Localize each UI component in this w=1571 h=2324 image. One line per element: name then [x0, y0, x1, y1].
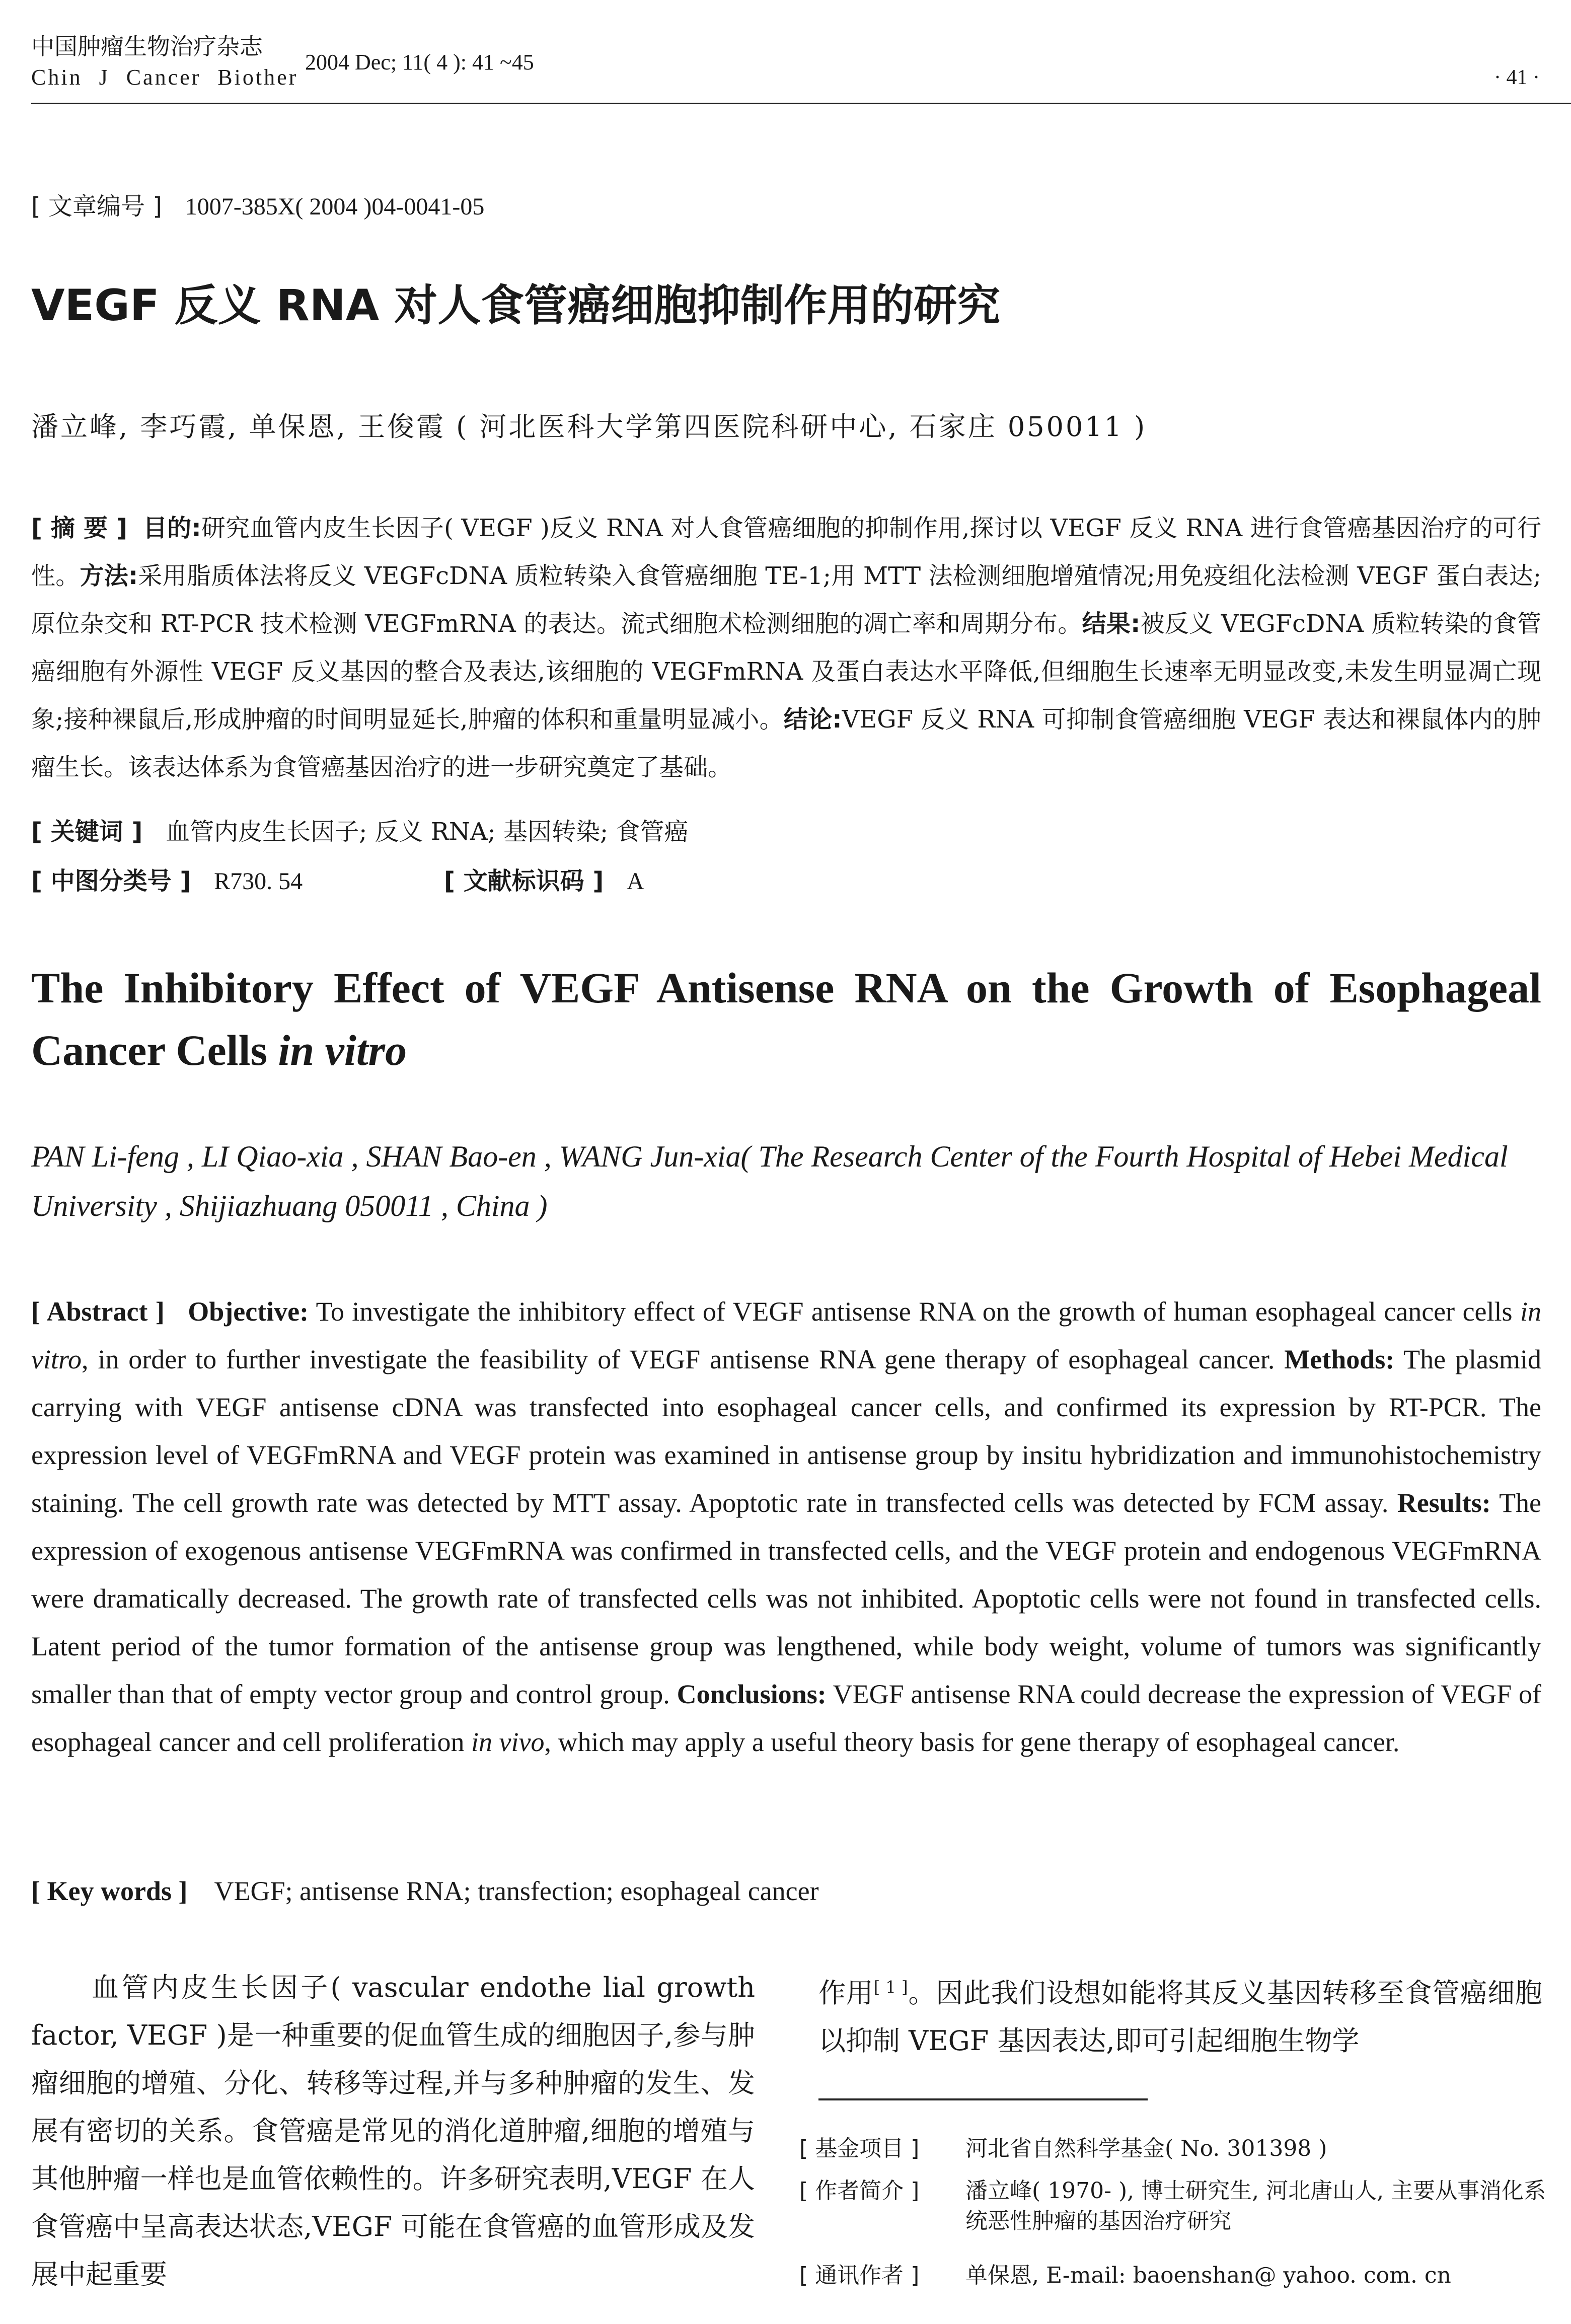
abstract-en-objective-b: , in order to further investigate the feasibility of VEGF antisense RNA gene therapy of esophageal cancer. — [81, 1344, 1275, 1374]
abstract-cn-objective-label: 目的: — [143, 514, 201, 542]
abstract-en-conclusions-italic: in vivo — [471, 1727, 545, 1757]
abstract-cn — [31, 504, 1541, 791]
footnote-author — [799, 2176, 1554, 2236]
keywords-en — [31, 1873, 819, 1909]
abstract-en-methods: The plasmid carrying with VEGF antisense cDNA was transfected into esophageal cancer cells, and confirmed its expression by RT-PCR. The expression level of VEGFmRNA and VEGF protein was examined in antisense group by insitu hybridization and immunohistochemistry staining. The cell growth rate was detected by MTT assay. Apoptotic rate in transfected cells was detected by FCM assay. — [31, 1344, 1541, 1518]
keywords-cn-label: [ 关键词 ] — [31, 818, 143, 846]
abstract-en-results: The expression of exogenous antisense VEGFmRNA was confirmed in transfected cells, and the VEGF protein and endogenous VEGFmRNA were dramatically decreased. The growth rate of transfected cells was not inhibited. Apoptotic cells were not found in transfected cells. Latent period of the tumor formation of the antisense group was lengthened, while body weight, volume of tumors was significantly smaller than that of empty vector group and control group. — [31, 1488, 1542, 1709]
abstract-en-label: [ Abstract ] — [31, 1296, 165, 1327]
clc-value: R730. 54 — [214, 868, 303, 895]
abstract-cn-results-label: 结果: — [1082, 610, 1141, 638]
abstract-en-methods-label: Methods: — [1284, 1344, 1395, 1374]
footnote-fund-text: 河北省自然科学基金( No. 301398 ) — [965, 2136, 1327, 2161]
abstract-cn-methods: 采用脂质体法将反义 VEGFcDNA 质粒转染入食管癌细胞 TE-1;用 MTT 法检测细胞增殖情况;用免疫组化法检测 VEGF 蛋白表达;原位杂交和 RT-PCR 技术检测 VEGFmRNA 的表达。流式细胞术检测细胞的凋亡率和周期分布。 — [31, 562, 1541, 638]
abstract-cn-objective: 研究血管内皮生长因子( VEGF )反义 RNA 对人食管癌细胞的抑制作用,探讨以 VEGF 反义 RNA 进行食管癌基因治疗的可行性。 — [31, 514, 1542, 590]
body-column-left: 血管内皮生长因子( vascular endothe lial growth factor, VEGF )是一种重要的促血管生成的细胞因子,参与肿瘤细胞的增殖、分化、转移等过程,并与多种肿瘤的发生、发展有密切的关系。食管癌是常见的消化道肿瘤,细胞的增殖与其他肿瘤一样也是血管依赖性的。许多研究表明,VEGF 在人食管癌中呈高表达状态,VEGF 可能在食管癌的血管形成及发展中起重要 — [31, 1972, 755, 2290]
title-en-main: The Inhibitory Effect of VEGF Antisense RNA on the Growth of Esophageal Cancer Cells — [31, 964, 1541, 1074]
page-number: · 41 · — [1494, 66, 1540, 89]
footnote-author-label: [ 作者简介 ] — [799, 2178, 920, 2204]
abstract-en — [31, 1288, 1541, 1766]
footnote-fund-label: [ 基金项目 ] — [799, 2136, 920, 2161]
keywords-en-value: VEGF; antisense RNA; transfection; esophageal cancer — [214, 1876, 819, 1906]
journal-issue: 2004 Dec; 11( 4 ): 41 ~45 — [305, 50, 534, 75]
clc-label: [ 中图分类号 ] — [31, 867, 191, 895]
abstract-en-conclusions-b: , which may apply a useful theory basis for gene therapy of esophageal cancer. — [544, 1727, 1400, 1757]
abstract-cn-conclusion-label: 结论: — [783, 705, 842, 734]
citation-ref: [ 1 ] — [873, 1978, 908, 1997]
abstract-en-objective-a: To investigate the inhibitory effect of VEGF antisense RNA on the growth of human esophageal cancer cells — [316, 1296, 1520, 1327]
footnote-rule — [818, 2098, 1148, 2100]
article-number — [31, 190, 484, 223]
title-en-italic: in vitro — [278, 1026, 407, 1074]
keywords-en-label: [ Key words ] — [31, 1876, 188, 1906]
body-column-right — [818, 1964, 1542, 2065]
abstract-cn-results: 被反义 VEGFcDNA 质粒转染的食管癌细胞有外源性 VEGF 反义基因的整合及表达,该细胞的 VEGFmRNA 及蛋白表达水平降低,但细胞生长速率无明显改变,未发生明显凋亡现象;接种裸鼠后,形成肿瘤的时间明显延长,肿瘤的体积和重量明显减小。 — [31, 610, 1541, 734]
classification-row — [31, 865, 736, 898]
journal-name-en: Chin J Cancer Biother — [31, 65, 298, 90]
footnote-author-text: 潘立峰( 1970- ), 博士研究生, 河北唐山人, 主要从事消化系统恶性肿瘤的基因治疗研究 — [965, 2178, 1546, 2234]
abstract-en-objective-italic: in vitro — [31, 1296, 1541, 1374]
doc-code-value: A — [627, 868, 644, 895]
abstract-en-results-label: Results: — [1397, 1488, 1491, 1518]
doc-code-label: [ 文献标识码 ] — [444, 867, 604, 895]
footnote-fund — [799, 2134, 1554, 2164]
article-number-value: 1007-385X( 2004 )04-0041-05 — [185, 193, 485, 220]
abstract-en-conclusions-label: Conclusions: — [677, 1679, 827, 1709]
abstract-en-conclusions-a: VEGF antisense RNA could decrease the expression of VEGF of esophageal cancer and cell proliferation — [31, 1679, 1542, 1757]
keywords-cn — [31, 816, 688, 848]
article-number-label: [ 文章编号 ] — [31, 192, 162, 221]
body-right-text-a: 作用 — [818, 1977, 874, 2009]
keywords-cn-value: 血管内皮生长因子; 反义 RNA; 基因转染; 食管癌 — [166, 818, 689, 846]
title-en — [31, 957, 1541, 1081]
body-right-text-b: 。因此我们设想如能将其反义基因转移至食管癌细胞以抑制 VEGF 基因表达,即可引起细胞生物学 — [818, 1977, 1542, 2057]
footnote-corresponding — [799, 2261, 1554, 2291]
abstract-cn-label: [ 摘 要 ] — [31, 514, 128, 542]
abstract-en-objective-label: Objective: — [188, 1296, 309, 1327]
journal-name-cn: 中国肿瘤生物治疗杂志 — [31, 33, 263, 60]
abstract-cn-conclusion: VEGF 反义 RNA 可抑制食管癌细胞 VEGF 表达和裸鼠体内的肿瘤生长。该表达体系为食管癌基因治疗的进一步研究奠定了基础。 — [31, 705, 1541, 781]
header-rule — [31, 103, 1571, 104]
authors-en: PAN Li-feng , LI Qiao-xia , SHAN Bao-en , WANG Jun-xia( The Research Center of the Fourth Hospital of Hebei Medical University , Shijiazhuang 050011 , China ) — [31, 1140, 1508, 1222]
title-cn: VEGF 反义 RNA 对人食管癌细胞抑制作用的研究 — [31, 280, 1001, 331]
footnote-corresponding-text: 单保恩, E-mail: baoenshan@ yahoo. com. cn — [965, 2263, 1451, 2288]
authors-cn: 潘立峰, 李巧霞, 单保恩, 王俊霞 ( 河北医科大学第四医院科研中心, 石家庄 050011 ) — [31, 411, 1147, 443]
footnote-corresponding-label: [ 通讯作者 ] — [799, 2263, 920, 2288]
abstract-cn-methods-label: 方法: — [80, 562, 138, 590]
